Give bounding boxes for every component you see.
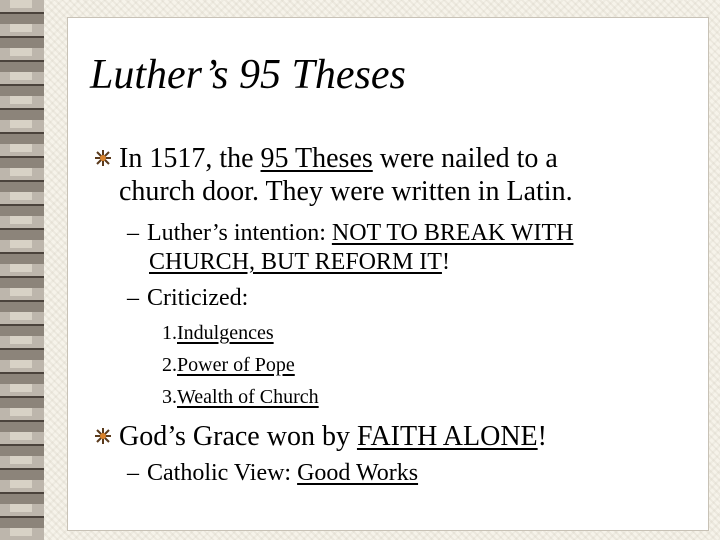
starburst-bullet-icon [94, 149, 112, 167]
faith-alone-emphasis: FAITH ALONE [356, 421, 538, 452]
subbullet-catholic-view: – Catholic View: Good Works [127, 460, 419, 486]
subbullet-intention: – Luther’s intention: NOT TO BREAK WITH [127, 220, 574, 246]
criticized-list-item: 3.Wealth of Church [162, 386, 319, 408]
subbullet-intention-line2: CHURCH, BUT REFORM IT! [149, 249, 450, 275]
criticized-list-item: 2.Power of Pope [162, 354, 295, 376]
good-works-emphasis: Good Works [297, 460, 419, 486]
bullet-text-theses: In 1517, the 95 Theses were nailed to a [119, 143, 558, 174]
starburst-bullet-icon [94, 427, 112, 445]
criticized-list-item: 1.Indulgences [162, 322, 274, 344]
bullet-text-grace: God’s Grace won by FAITH ALONE! [119, 421, 547, 452]
subbullet-criticized: – Criticized: [127, 285, 249, 311]
intention-emphasis: NOT TO BREAK WITH [331, 220, 574, 246]
bullet-text-theses-line2: church door. They were written in Latin. [119, 176, 573, 207]
theses-emphasis: 95 Theses [260, 143, 373, 174]
slide-title: Luther’s 95 Theses [90, 52, 406, 98]
film-strip-decoration [0, 0, 44, 540]
